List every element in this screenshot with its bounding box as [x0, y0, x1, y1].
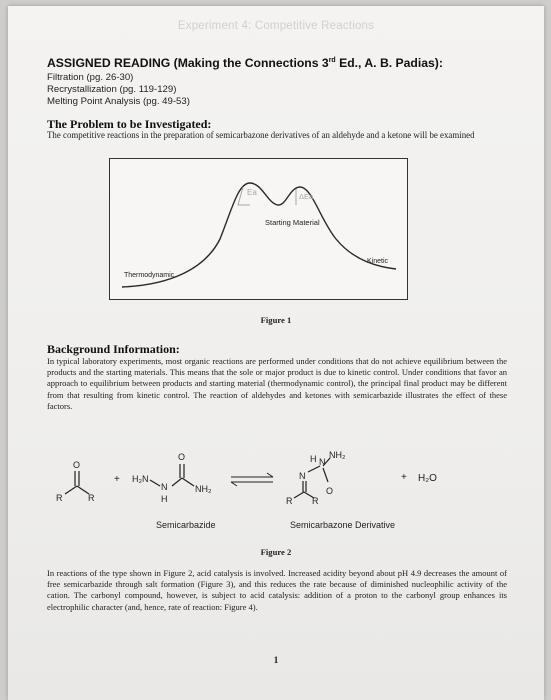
- r-group-left: R: [56, 493, 63, 503]
- derivative-n-upper-label: N: [319, 457, 326, 467]
- semicarbazide-nh2-label: NH₂: [195, 484, 212, 494]
- semicarbazone-derivative-caption: Semicarbazone Derivative: [290, 520, 396, 530]
- derivative-r-right: R: [312, 496, 319, 506]
- derivative-n-lower-label: N: [299, 471, 306, 481]
- kinetic-label: Kinetic: [367, 258, 389, 265]
- problem-heading: The Problem to be Investigated:: [47, 117, 212, 131]
- assigned-reading-heading: [47, 56, 443, 70]
- derivative-nh2-label: NH₂: [329, 450, 346, 460]
- plus-sign-1: +: [114, 474, 120, 485]
- semicarbazide-n-label: N: [161, 482, 168, 492]
- energy-diagram-figure: [109, 158, 408, 300]
- semicarbazide-oxygen-label: O: [178, 452, 186, 462]
- equilibrium-arrows: [231, 473, 273, 486]
- semicarbazide-caption: Semicarbazide: [156, 520, 216, 530]
- assigned-heading-main: ASSIGNED READING (Making the Connections 3: [47, 56, 329, 70]
- semicarbazide-h-label: H: [161, 494, 168, 504]
- figure1-caption: Figure 1: [260, 315, 292, 325]
- ea-label: Ea: [247, 188, 257, 197]
- background-heading: Background Information:: [47, 342, 180, 356]
- reading-item-melting-point: Melting Point Analysis (pg. 49-53): [47, 96, 190, 107]
- semicarbazide-h2n-label: H₂N: [132, 474, 149, 484]
- reaction-scheme: [48, 444, 518, 544]
- plus-sign-2: +: [401, 472, 407, 483]
- water-label: H₂O: [418, 473, 437, 484]
- acid-catalysis-paragraph: In reactions of the type shown in Figure 2, acid catalysis is involved. Increased acidity beyond about pH 4.9 decreases the amount of free semicarbazide through salt formation (Figure 3), and this reduces the rate because of diminished nucleophilic activity of the cation. The carbonyl compound, however, is subject to acid catalysis: addition of a proton to the carbonyl group enhances its electrophilic character (and, hence, rate of reaction: Figure 4).: [47, 568, 507, 612]
- reading-item-recrystallization: Recrystallization (pg. 119-129): [47, 84, 177, 95]
- reaction-scheme-svg: [48, 444, 518, 544]
- figure2-caption: Figure 2: [260, 547, 292, 557]
- reading-item-filtration: Filtration (pg. 26-30): [47, 72, 134, 83]
- background-text: In typical laboratory experiments, most organic reactions are performed under conditions that do not achieve equilibrium between the products and the starting materials. This means that the sole or major product is due to kinetic control. Under conditions that favor an approach to equilibrium between products and starting material (thermodynamic control), the principal final product may be different from that resulting from kinetic control. The reaction of aldehydes and ketones with semicarbazide illustrates the effect of these factors.: [47, 356, 507, 411]
- thermodynamic-label: Thermodynamic: [124, 272, 175, 279]
- document-page: [8, 6, 544, 700]
- carbonyl-oxygen-label: O: [73, 460, 81, 470]
- energy-diagram-svg: [110, 159, 407, 299]
- assigned-heading-tail: Ed., A. B. Padias):: [335, 56, 443, 70]
- semicarbazide-bonds: [150, 464, 194, 486]
- derivative-h-label: H: [310, 454, 317, 464]
- page-number: 1: [273, 656, 279, 666]
- delta-ea-label: ΔEa: [299, 192, 314, 201]
- page-header-title: Experiment 4: Competitive Reactions: [177, 20, 375, 32]
- derivative-oxygen-label: O: [326, 486, 334, 496]
- starting-material-label: Starting Material: [265, 218, 320, 227]
- derivative-r-left: R: [286, 496, 293, 506]
- problem-text: The competitive reactions in the preparation of semicarbazone derivatives of an aldehyde and a ketone will be examined: [47, 130, 475, 140]
- assigned-heading-sup: rd: [328, 56, 336, 64]
- r-group-right: R: [88, 493, 95, 503]
- carbonyl-compound-structure: [65, 471, 89, 494]
